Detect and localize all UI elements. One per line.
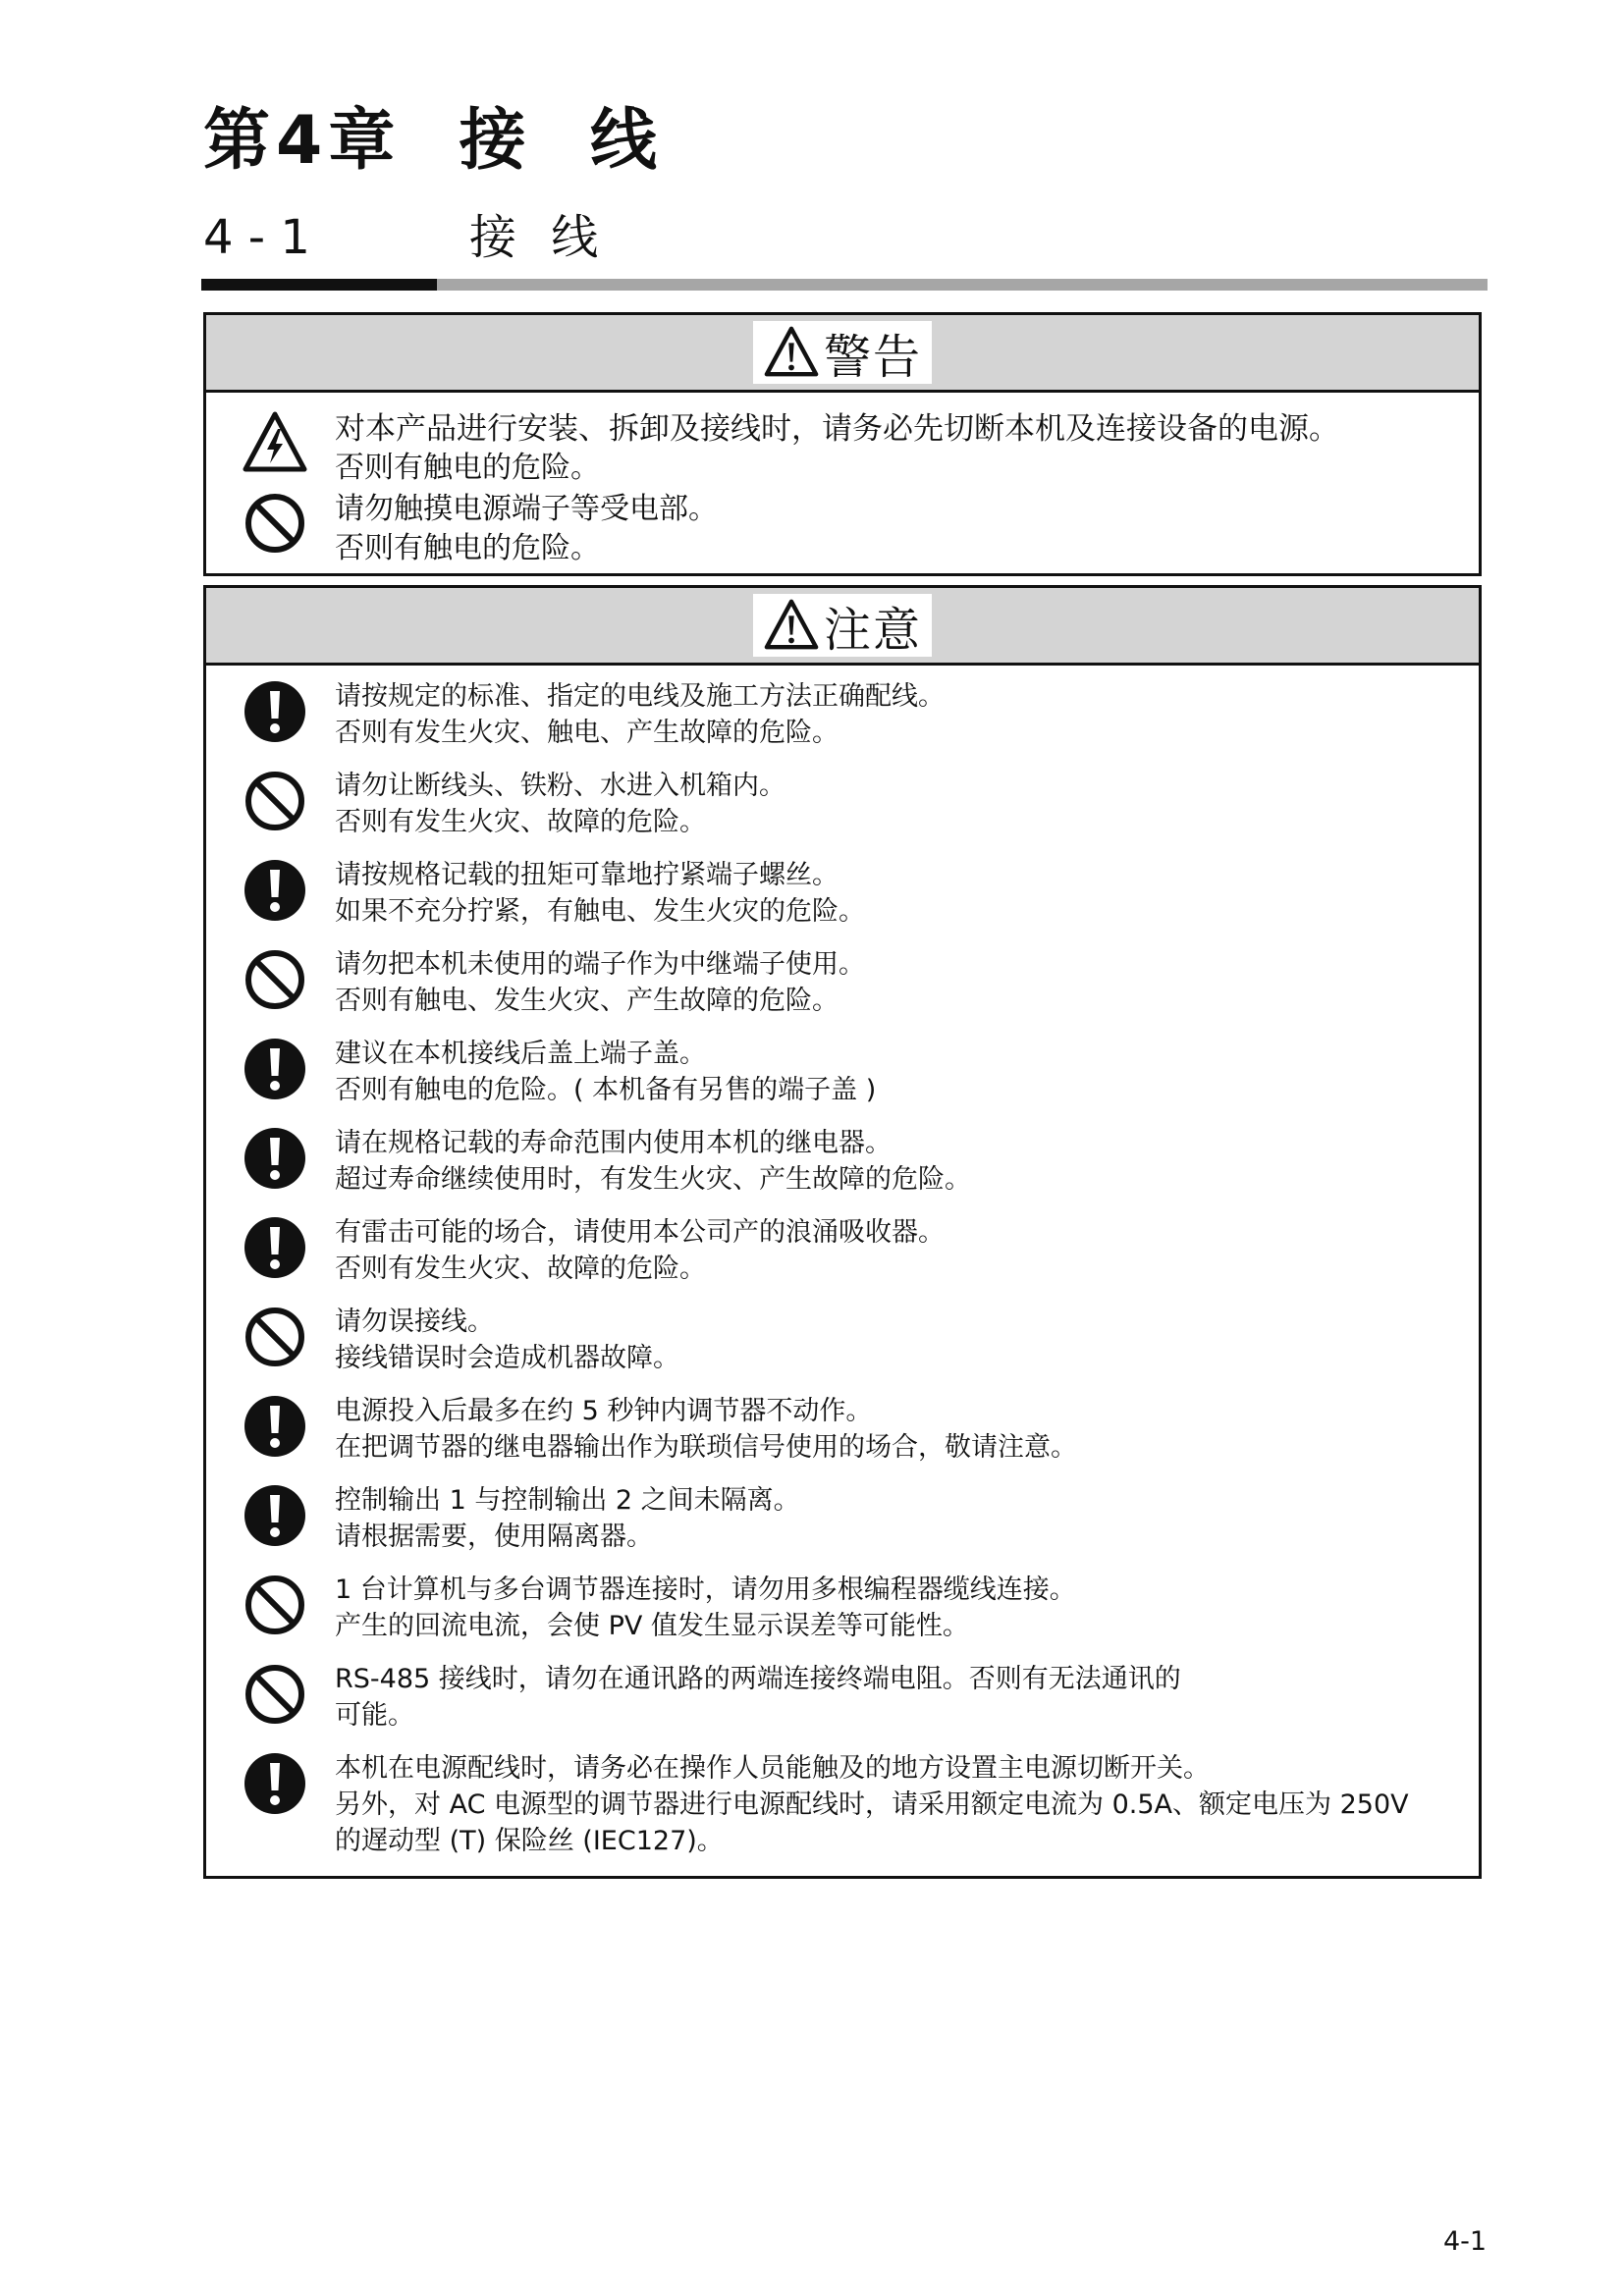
warning-item-text: 对本产品进行安装、拆卸及接线时，请务必先切断本机及连接设备的电源。 否则有触电的危险。	[335, 411, 1339, 485]
caution-header	[206, 588, 1479, 666]
mandatory-icon	[242, 1750, 308, 1817]
caution-panel	[203, 585, 1482, 1879]
caution-item-text: 请在规格记载的寿命范围内使用本机的继电器。 超过寿命继续使用时，有发生火灾、产生故障的危险。	[335, 1128, 971, 1195]
mandatory-icon	[242, 1036, 308, 1102]
mandatory-icon	[242, 1214, 308, 1281]
warning-item-text: 请勿触摸电源端子等受电部。 否则有触电的危险。	[335, 492, 718, 565]
warning-triangle-icon	[763, 324, 820, 381]
warning-panel	[203, 312, 1482, 576]
caution-item-text: 请勿误接线。 接线错误时会造成机器故障。	[335, 1307, 679, 1373]
prohibition-icon	[242, 1304, 308, 1370]
caution-triangle-icon	[763, 597, 820, 654]
caution-item-text: 本机在电源配线时，请务必在操作人员能触及的地方设置主电源切断开关。 另外，对 AC 电源型的调节器进行电源配线时，请采用额定电流为 0.5A、额定电压为 250V 的遅动型 (T) 保险丝 (IEC127)。	[335, 1753, 1409, 1856]
caution-item-text: 电源投入后最多在约 5 秒钟内调节器不动作。 在把调节器的继电器输出作为联琐信号使用的场合，敬请注意。	[335, 1396, 1077, 1463]
section-title: 接 线	[469, 210, 609, 265]
warning-heading-box	[753, 321, 932, 384]
section-rule-dark	[201, 279, 437, 291]
caution-item-text: RS-485 接线时，请勿在通讯路的两端连接终端电阻。否则有无法通讯的 可能。	[335, 1664, 1181, 1731]
caution-item-text: 1 台计算机与多台调节器连接时，请勿用多根编程器缆线连接。 产生的回流电流，会使 PV 值发生显示误差等可能性。	[335, 1575, 1076, 1641]
mandatory-icon	[242, 678, 308, 745]
mandatory-icon	[242, 1393, 308, 1460]
mandatory-icon	[242, 857, 308, 924]
prohibition-icon	[242, 1572, 308, 1638]
caution-heading: 注意	[823, 602, 922, 658]
caution-item-text: 有雷击可能的场合，请使用本公司产的浪涌吸收器。 否则有发生火灾、故障的危险。	[335, 1217, 945, 1284]
caution-item-text: 请按规格记载的扭矩可靠地拧紧端子螺丝。 如果不充分拧紧，有触电、发生火灾的危险。	[335, 860, 865, 927]
prohibition-icon	[242, 768, 308, 834]
page-number: 4-1	[1443, 2226, 1488, 2257]
prohibition-icon	[242, 946, 308, 1013]
caution-item-text: 请勿把本机未使用的端子作为中继端子使用。 否则有触电、发生火灾、产生故障的危险。	[335, 949, 865, 1016]
section-number: 4 - 1	[203, 210, 310, 265]
section-rule-grey	[437, 279, 1488, 291]
caution-heading-box	[753, 594, 932, 657]
caution-item-text: 建议在本机接线后盖上端子盖。 否则有触电的危险。( 本机备有另售的端子盖 )	[335, 1039, 877, 1105]
caution-item-text: 请勿让断线头、铁粉、水进入机箱内。 否则有发生火灾、故障的危险。	[335, 771, 785, 837]
mandatory-icon	[242, 1482, 308, 1549]
prohibition-icon	[242, 490, 308, 557]
warning-heading: 警告	[823, 329, 922, 385]
electric-shock-icon	[242, 409, 308, 476]
chapter-title: 第4章 接 线	[203, 102, 664, 180]
prohibition-icon	[242, 1661, 308, 1728]
warning-header	[206, 315, 1479, 393]
mandatory-icon	[242, 1125, 308, 1192]
caution-item-text: 请按规定的标准、指定的电线及施工方法正确配线。 否则有发生火灾、触电、产生故障的危险。	[335, 681, 945, 748]
caution-item-text: 控制输出 1 与控制输出 2 之间未隔离。 请根据需要，使用隔离器。	[335, 1485, 800, 1552]
